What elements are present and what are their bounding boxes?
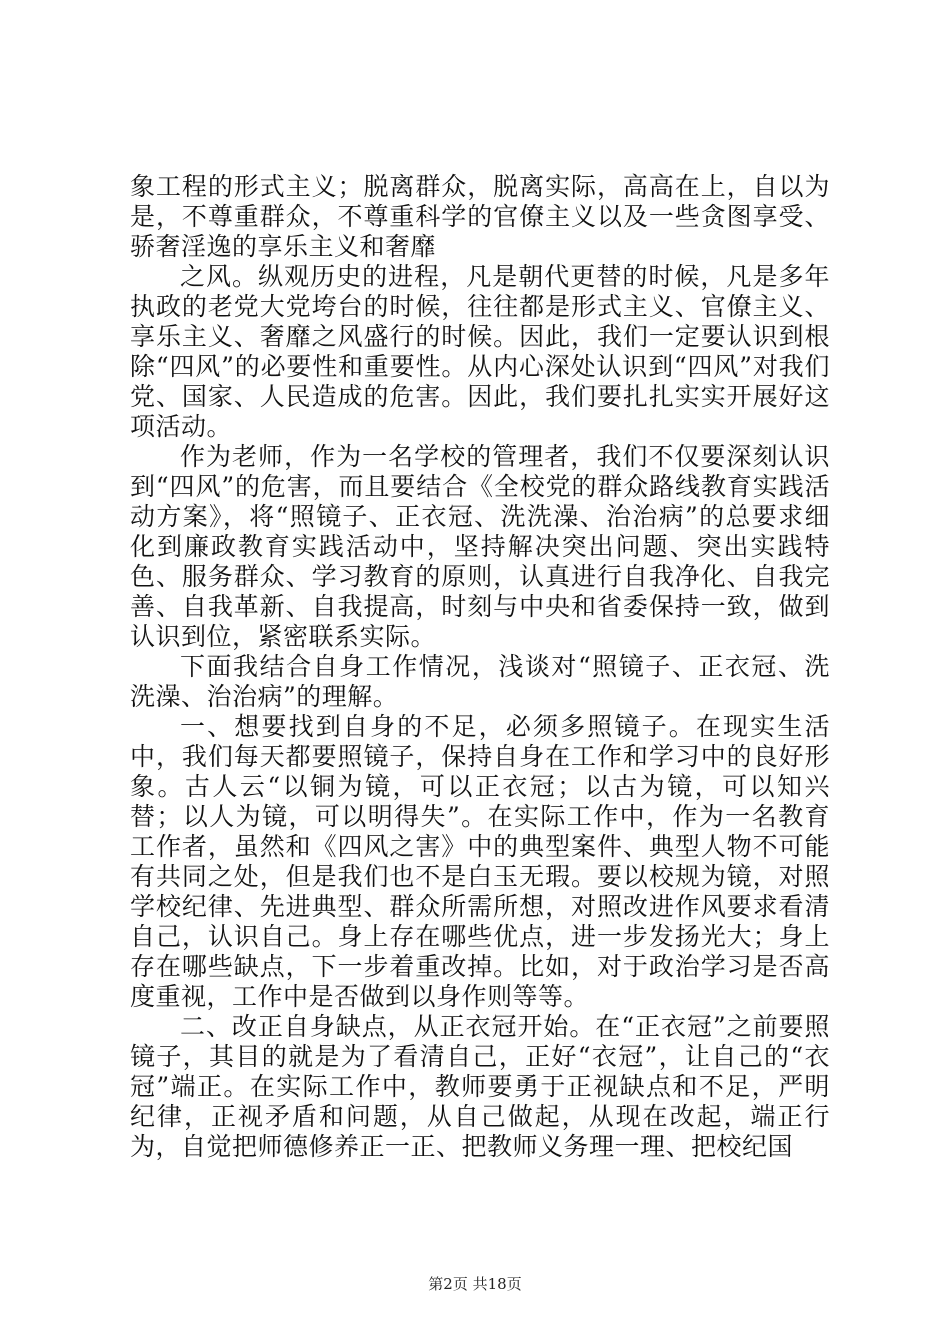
paragraph-2: 之风。纵观历史的进程，凡是朝代更替的时候，凡是多年执政的老党大党垮台的时候，往往都是形式主义、官僚主义、享乐主义、奢靡之风盛行的时候。因此，我们一定要认识到根除“四风”的必要性和重要性。从内心深处认识到“四风”对我们党、国家、人民造成的危害。因此，我们要扎扎实实开展好这项活动。: [130, 262, 830, 441]
document-body: [130, 172, 830, 1162]
page-number-label: 第2页 共18页: [428, 1275, 522, 1293]
paragraph-4: 下面我结合自身工作情况，浅谈对“照镜子、正衣冠、洗洗澡、治治病”的理解。: [130, 652, 830, 711]
page-footer: [0, 1273, 950, 1294]
paragraph-1: 象工程的形式主义；脱离群众，脱离实际，高高在上，自以为是，不尊重群众，不尊重科学的官僚主义以及一些贪图享受、骄奢淫逸的享乐主义和奢靡: [130, 172, 830, 261]
paragraph-5: 一、想要找到自身的不足，必须多照镜子。在现实生活中，我们每天都要照镜子，保持自身在工作和学习中的良好形象。古人云“以铜为镜，可以正衣冠；以古为镜，可以知兴替；以人为镜，可以明得失”。在实际工作中，作为一名教育工作者，虽然和《四风之害》中的典型案件、典型人物不可能有共同之处，但是我们也不是白玉无瑕。要以校规为镜，对照学校纪律、先进典型、群众所需所想，对照改进作风要求看清自己，认识自己。身上存在哪些优点，进一步发扬光大；身上存在哪些缺点，下一步着重改掉。比如，对于政治学习是否高度重视，工作中是否做到以身作则等等。: [130, 712, 830, 1011]
paragraph-6: 二、改正自身缺点，从正衣冠开始。在“正衣冠”之前要照镜子，其目的就是为了看清自己，正好“衣冠”，让自己的“衣冠”端正。在实际工作中，教师要勇于正视缺点和不足，严明纪律，正视矛盾和问题，从自己做起，从现在改起，端正行为，自觉把师德修养正一正、把教师义务理一理、把校纪国: [130, 1012, 830, 1161]
paragraph-3: 作为老师，作为一名学校的管理者，我们不仅要深刻认识到“四风”的危害，而且要结合《全校党的群众路线教育实践活动方案》，将“照镜子、正衣冠、洗洗澡、治治病”的总要求细化到廉政教育实践活动中，坚持解决突出问题、突出实践特色、服务群众、学习教育的原则，认真进行自我净化、自我完善、自我革新、自我提高，时刻与中央和省委保持一致，做到认识到位，紧密联系实际。: [130, 442, 830, 651]
